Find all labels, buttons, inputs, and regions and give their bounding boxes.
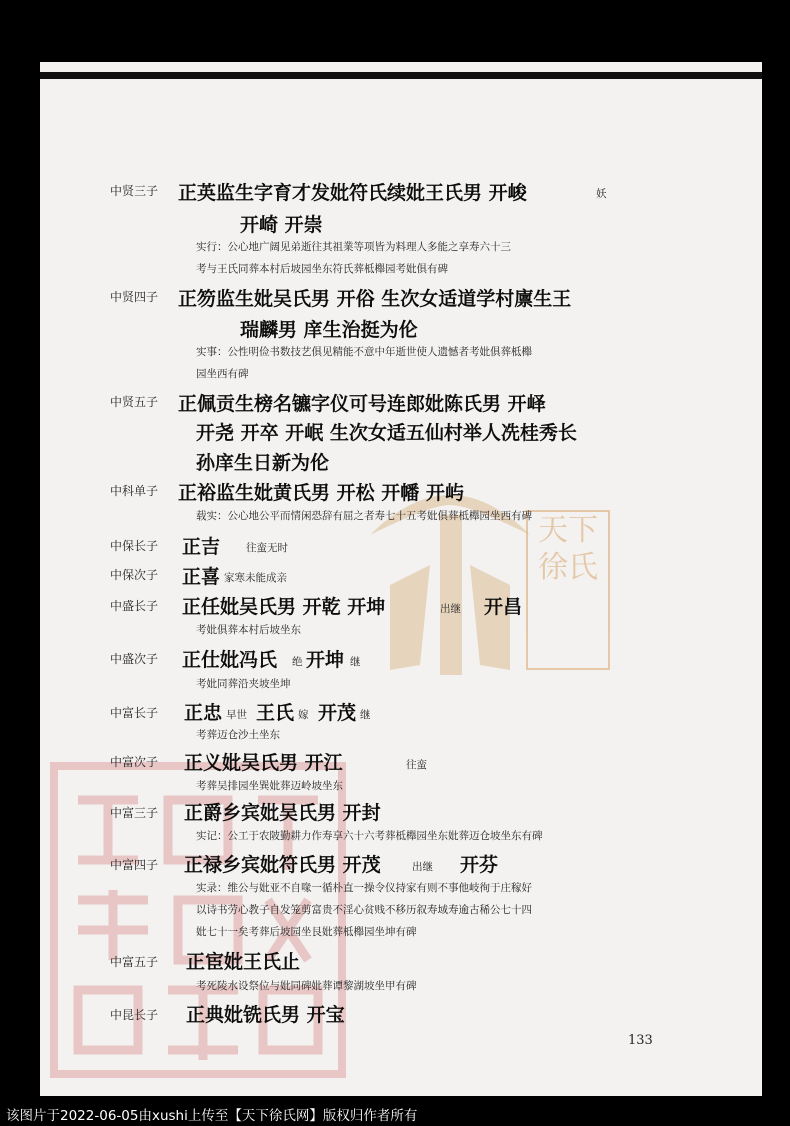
generation-tag: 中保长子: [110, 539, 159, 553]
entry-line: 正任妣吴氏男 开乾 开坤: [182, 596, 386, 618]
entry-line: 正典妣铣氏男 开宝: [186, 1004, 345, 1026]
entry-inline-note: 嫁: [298, 709, 309, 721]
entry-note: 考葬吴排园坐巽妣葬迈岭坡坐东: [196, 780, 343, 792]
entry-line: 正裕监生妣黄氏男 开松 开幡 开屿: [178, 482, 464, 504]
entry-line: 正吉: [182, 536, 221, 558]
entry-line: 开芬: [460, 854, 499, 876]
entry-inline-note: 早世: [226, 709, 247, 721]
generation-tag: 中富长子: [110, 706, 159, 720]
entry-note: 考妣同葬沿夹坡坐坤: [196, 678, 291, 690]
entry-inline-note: 往蛮无时: [246, 542, 288, 554]
entry-note: 考死陵水设祭位与妣同碑妣葬谭黎湖坡坐甲有碑: [196, 980, 417, 992]
entry-line: 开坤: [306, 649, 345, 671]
entry-line: 正爵乡宾妣吴氏男 开封: [184, 802, 381, 824]
entry-line: 正仕妣冯氏: [182, 649, 278, 671]
entry-note: 考妣俱葬本村后坡坐东: [196, 624, 301, 636]
entry-line: 开尧 开卒 开岷 生次女适五仙村举人冼桂秀长: [196, 422, 577, 444]
watermark-stamp: 天下徐氏: [526, 510, 610, 670]
entry-note: 实事：公性明俭书数技艺俱见精能不意中年逝世使人遗憾者考妣俱葬柢櫸: [196, 346, 532, 358]
generation-tag: 中富三子: [110, 806, 159, 820]
entry-note: 考与王氏同葬本村后坡园坐东符氏葬柢櫸园考妣俱有碑: [196, 263, 448, 275]
entry-inline-note: 继: [360, 709, 371, 721]
entry-line: 瑞麟男 庠生治挺为伦: [240, 319, 418, 341]
generation-tag: 中贤三子: [110, 184, 159, 198]
entry-line: 正英监生字育才发妣符氏续妣王氏男 开峻: [178, 182, 527, 204]
page-top-rule: [40, 72, 762, 79]
generation-tag: 中盛次子: [110, 652, 159, 666]
generation-tag: 中贤五子: [110, 395, 159, 409]
entry-line: 王氏: [256, 702, 295, 724]
upload-footer: 该图片于2022-06-05由xushi上传至【天下徐氏网】版权归作者所有: [6, 1108, 418, 1124]
entry-inline-note: 妖: [596, 188, 607, 200]
entry-inline-note: 继: [350, 656, 361, 668]
entry-note: 以诗书劳心教子自发笼剪富贵不淫心贫贱不移历叙寿域寿逾古稀公七十四: [196, 904, 532, 916]
generation-tag: 中富五子: [110, 955, 159, 969]
entry-line: 正禄乡宾妣符氏男 开茂: [184, 854, 381, 876]
entry-note: 园坐西有碑: [196, 368, 249, 380]
entry-line: 正喜: [182, 566, 221, 588]
generation-tag: 中富四子: [110, 858, 159, 872]
entry-line: 开昌: [484, 596, 523, 618]
generation-tag: 中昆长子: [110, 1008, 159, 1022]
entry-note: 实录：维公与妣亚不自喙一循朴直一操令仪持家有则不事他岐徇于庄稼好: [196, 882, 532, 894]
entry-note: 妣七十一矣考葬后坡园坐艮妣葬柢櫸园坐坤有碑: [196, 926, 417, 938]
entry-inline-note: 出继: [412, 861, 433, 873]
entry-inline-note: 绝: [292, 656, 303, 668]
entry-line: 开崎 开崇: [240, 214, 323, 236]
entry-inline-note: 家寒未能成亲: [224, 572, 287, 584]
generation-tag: 中贤四子: [110, 290, 159, 304]
entry-note: 实记：公工于农陂勤耕力作寿享六十六考葬柢櫸园坐东妣葬迈仓坡坐东有碑: [196, 830, 543, 842]
entry-line: 正忠: [184, 702, 223, 724]
generation-tag: 中盛长子: [110, 599, 159, 613]
entry-line: 正笏监生妣吴氏男 开俗 生次女适道学村廪生王: [178, 288, 572, 310]
entry-line: 孙庠生日新为伦: [196, 452, 330, 474]
entry-note: 考葬迈仓沙土坐东: [196, 729, 280, 741]
entry-note: 实行：公心地广阔见弟逝往其祖業等项皆为料理人多能之享寿六十三: [196, 241, 511, 253]
entry-line: 正宦妣王氏止: [186, 951, 301, 973]
entry-line: 正佩贡生榜名镳字仪可号连郎妣陈氏男 开峄: [178, 393, 546, 415]
entry-note: 载实：公心地公平而情闲恐辞有屈之者寿七十五考妣俱葬柢櫸园坐西有碑: [196, 510, 532, 522]
entry-inline-note: 出继: [440, 603, 461, 615]
entry-inline-note: 往蛮: [406, 759, 427, 771]
entry-line: 正义妣吴氏男 开江: [184, 752, 343, 774]
generation-tag: 中富次子: [110, 755, 159, 769]
page-number: 133: [628, 1033, 653, 1048]
generation-tag: 中科单子: [110, 484, 159, 498]
entry-line: 开茂: [318, 702, 357, 724]
generation-tag: 中保次子: [110, 568, 159, 582]
